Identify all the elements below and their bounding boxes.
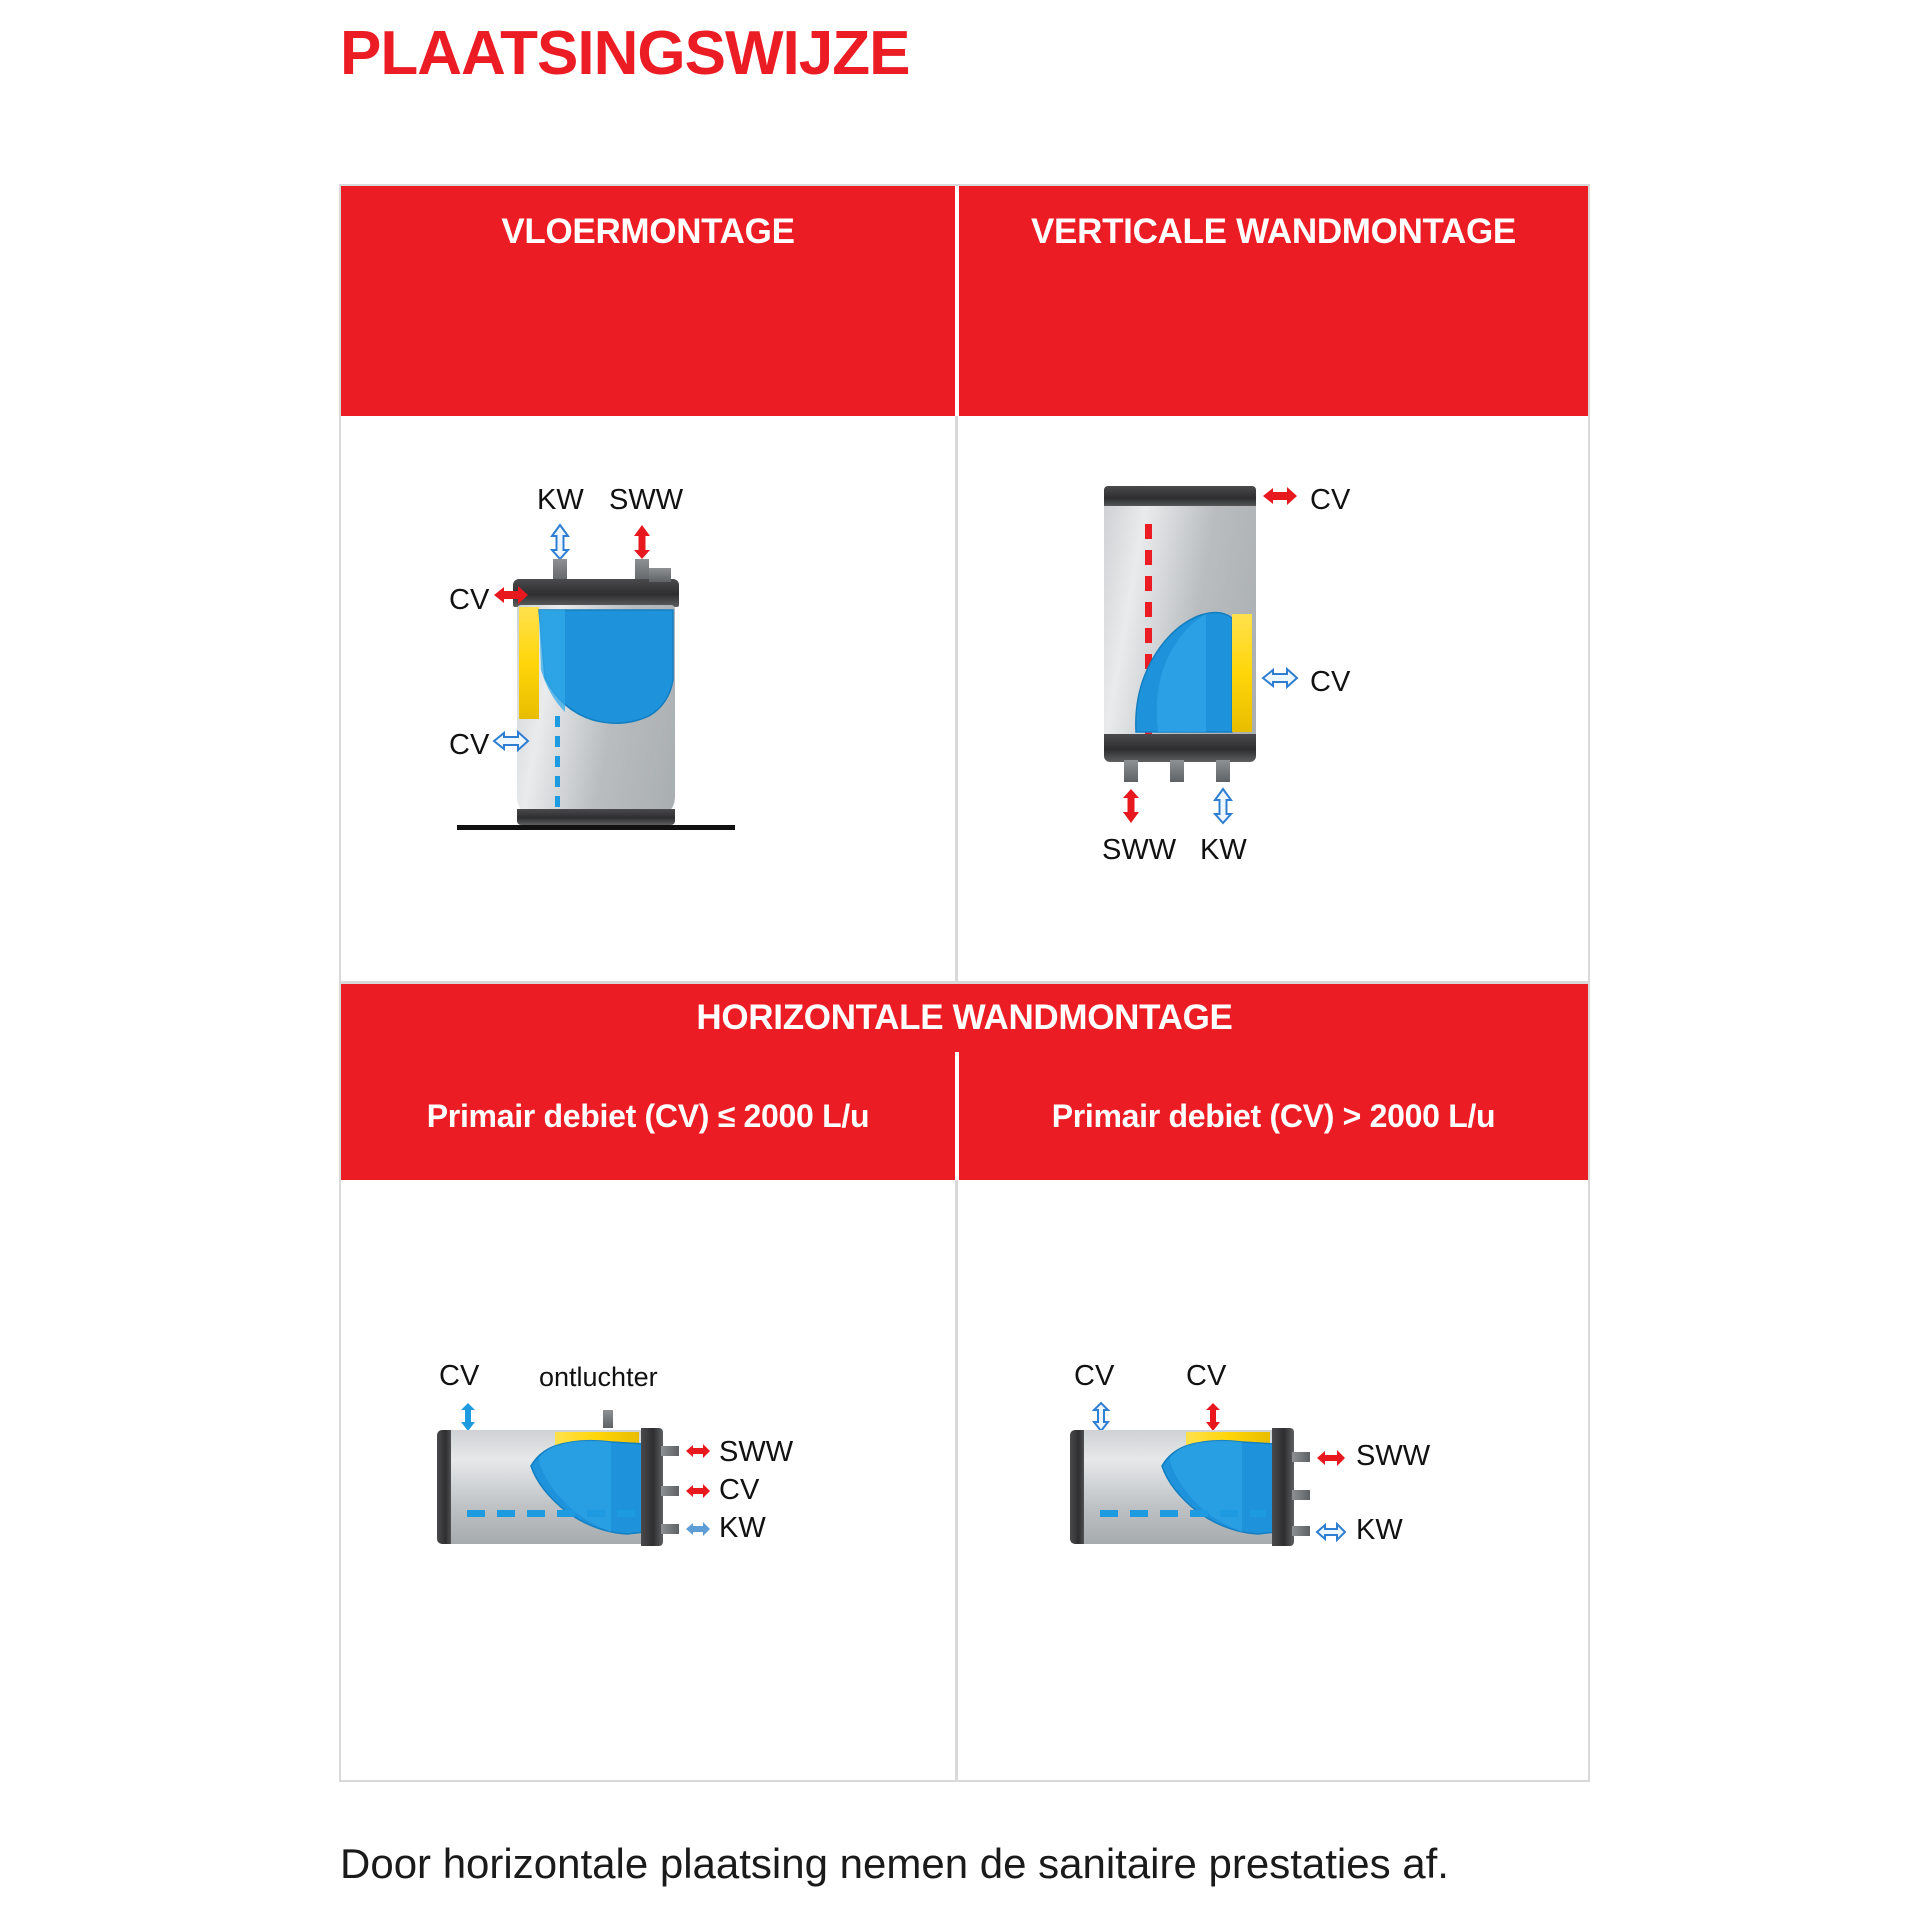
label-kw-bottom: KW [1200,834,1247,866]
page-title: PLAATSINGSWIJZE [340,19,910,88]
condition-high-flow [959,1052,1588,1180]
condition-high-flow-label: Primair debiet (CV) > 2000 L/u [1051,1097,1496,1134]
label-ontluchter: ontluchter [539,1362,658,1392]
condition-low-flow-label: Primair debiet (CV) ≤ 2000 L/u [426,1097,870,1134]
port-kw [1216,760,1230,782]
vent-stub [603,1410,613,1428]
diagram-row-bottom [341,1180,1588,1780]
label-cv-top-right: CV [1186,1360,1227,1392]
arrow-kw-up-icon [549,524,571,560]
diagram-vloermontage [341,416,955,981]
label-cv-lower: CV [449,729,490,761]
label-kw-right: KW [719,1512,766,1544]
label-cv-top: CV [439,1360,480,1392]
arrow-cv-down-icon [459,1402,477,1432]
header-horizontale-wandmontage [341,984,1588,1052]
port-kw [1292,1526,1310,1536]
insulation-strip [1232,614,1252,732]
label-cv-right: CV [719,1474,760,1506]
arrow-cv-upper-right-icon [493,583,529,607]
port-kw [661,1524,679,1534]
cold-water-dashed-line [1100,1510,1266,1517]
diagram-horizontale-hoog-debiet [958,1180,1588,1780]
tank-right-manifold [641,1428,663,1546]
arrow-cv-upper-right-icon [1262,484,1298,508]
water-volume [531,608,681,738]
mounting-options-table [339,184,1590,1782]
arrow-cv-lower-right-icon [1262,666,1298,690]
footer-caption: Door horizontale plaatsing nemen de sanitaire prestaties af. [340,1840,1449,1887]
port-cv [661,1486,679,1496]
table-header-row-horizontal [341,984,1588,1052]
header-vloermontage-label: VLOERMONTAGE [501,212,795,251]
diagram-verticale-wandmontage [958,416,1588,981]
header-verticale-wandmontage-label: VERTICALE WANDMONTAGE [1031,212,1516,251]
label-kw-top: KW [537,484,584,516]
arrow-kw-up-icon [1212,788,1234,824]
tank-top-fitting [649,568,671,582]
flow-condition-row [341,1052,1588,1180]
tank-bottom-manifold [1104,734,1256,762]
floor-line [457,825,735,830]
label-sww-top: SWW [609,484,684,516]
tank-right-manifold [1272,1428,1294,1546]
label-cv-lower: CV [1310,666,1351,698]
label-sww-right: SWW [1356,1440,1431,1472]
arrow-sww-right-icon [685,1442,711,1460]
tank-top-cap [513,579,679,607]
header-vloermontage [341,186,955,416]
port-sww [661,1446,679,1456]
table-header-row [341,186,1588,416]
arrow-cv-down-blue-icon [1092,1402,1110,1432]
condition-low-flow [341,1052,955,1180]
water-volume [1132,604,1244,736]
label-sww-right: SWW [719,1436,794,1468]
arrow-cv-down-red-icon [1204,1402,1222,1432]
arrow-kw-right-icon [685,1520,711,1538]
header-horizontale-wandmontage-label: HORIZONTALE WANDMONTAGE [696,998,1233,1037]
arrow-cv-right-icon [685,1482,711,1500]
label-cv-upper: CV [449,584,490,616]
label-kw-right: KW [1356,1514,1403,1546]
tank-base [517,809,675,825]
port-middle [1170,760,1184,782]
tank-top-cap [1104,486,1256,508]
label-sww-bottom: SWW [1102,834,1177,866]
arrow-sww-right-icon [1316,1448,1346,1468]
arrow-sww-up-icon [631,524,653,560]
arrow-kw-right-icon [1316,1522,1346,1542]
cold-water-dashed-line [467,1510,635,1517]
diagram-row-top [341,416,1588,981]
water-volume [509,1436,651,1542]
label-cv-top-left: CV [1074,1360,1115,1392]
water-volume [1140,1436,1282,1542]
port-sww [1292,1452,1310,1462]
label-cv-upper: CV [1310,484,1351,516]
diagram-horizontale-laag-debiet [341,1180,955,1780]
header-verticale-wandmontage [959,186,1588,416]
arrow-cv-lower-left-icon [493,729,529,753]
cold-water-dashed-line [555,716,560,824]
arrow-sww-down-icon [1120,788,1142,824]
port-middle [1292,1490,1310,1500]
port-sww [1124,760,1138,782]
